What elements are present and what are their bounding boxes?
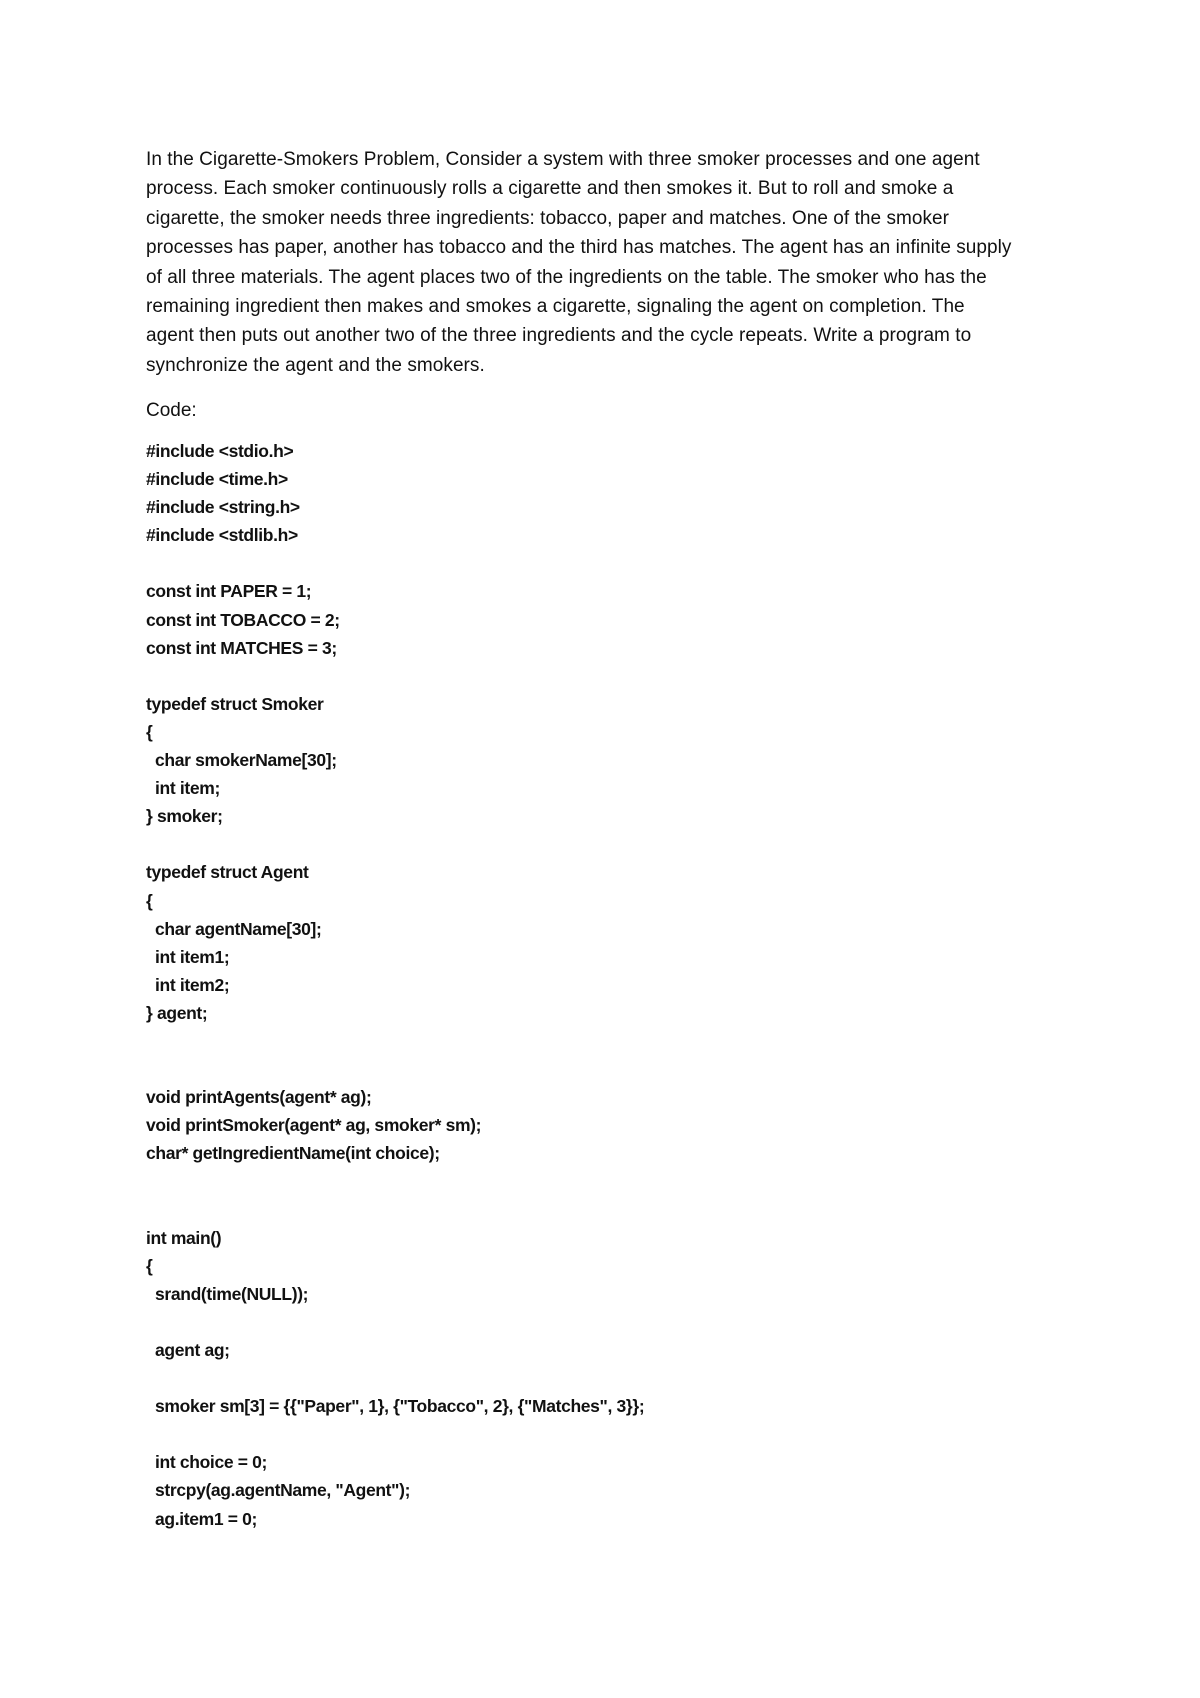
- code-line: agent ag;: [146, 1340, 230, 1360]
- code-line: [146, 662, 1066, 690]
- code-line: [146, 1167, 1066, 1195]
- code-line: [146, 1420, 1066, 1448]
- statement-line: synchronize the agent and the smokers.: [146, 354, 485, 376]
- code-line: int main(): [146, 1227, 222, 1248]
- code-line: char agentName[30];: [146, 918, 322, 939]
- code-line: char smokerName[30];: [146, 750, 337, 771]
- code-line: [146, 1196, 1066, 1224]
- code-line: #include <stdio.h>: [146, 441, 294, 461]
- code-line: [146, 549, 1066, 577]
- statement-line: processes has paper, another has tobacco and the third has matches. The agent has an infinite supply: [146, 237, 1012, 259]
- statement-line: process. Each smoker continuously rolls a cigarette and then smokes it. But to roll and smoke a: [146, 178, 954, 200]
- statement-line: remaining ingredient then makes and smokes a cigarette, signaling the agent on completion. The: [146, 296, 965, 318]
- code-line: } agent;: [146, 1002, 208, 1023]
- code-line: int item2;: [146, 974, 230, 995]
- code-line: void printAgents(agent* ag);: [146, 1087, 372, 1108]
- statement-line: In the Cigarette-Smokers Problem, Consider a system with three smoker processes and one agent: [146, 149, 980, 170]
- code-label: Code:: [146, 400, 197, 421]
- code-line: const int TOBACCO = 2;: [146, 609, 340, 630]
- code-line: #include <time.h>: [146, 469, 288, 490]
- code-line: #include <string.h>: [146, 497, 300, 518]
- code-line: ag.item1 = 0;: [146, 1508, 257, 1529]
- code-line: typedef struct Smoker: [146, 693, 324, 714]
- code-line: typedef struct Agent: [146, 862, 309, 883]
- code-line: [146, 1055, 1066, 1083]
- code-line: strcpy(ag.agentName, "Agent");: [146, 1480, 411, 1501]
- statement-line: agent then puts out another two of the three ingredients and the cycle repeats. Write a program to: [146, 325, 972, 347]
- code-line: } smoker;: [146, 806, 223, 827]
- code-block: [146, 437, 1066, 1533]
- code-line: const int PAPER = 1;: [146, 581, 312, 602]
- code-line: void printSmoker(agent* ag, smoker* sm);: [146, 1115, 482, 1136]
- code-line: [146, 1308, 1066, 1336]
- statement-line: of all three materials. The agent places two of the ingredients on the table. The smoker who has the: [146, 266, 987, 288]
- statement-line: cigarette, the smoker needs three ingredients: tobacco, paper and matches. One of the smoker: [146, 207, 950, 229]
- code-line: {: [146, 890, 153, 911]
- code-line: {: [146, 1255, 153, 1276]
- code-line: const int MATCHES = 3;: [146, 637, 337, 658]
- code-line: [146, 1027, 1066, 1055]
- code-line: [146, 830, 1066, 858]
- code-line: smoker sm[3] = {{"Paper", 1}, {"Tobacco", 2}, {"Matches", 3}};: [146, 1396, 645, 1417]
- code-line: srand(time(NULL));: [146, 1283, 309, 1304]
- document-content: [146, 145, 1066, 1529]
- code-line: [146, 1364, 1066, 1392]
- code-line: int item;: [146, 778, 220, 799]
- code-line: int choice = 0;: [146, 1452, 267, 1473]
- code-line: char* getIngredientName(int choice);: [146, 1143, 440, 1164]
- code-line: int item1;: [146, 946, 230, 967]
- problem-statement: [146, 145, 1066, 380]
- code-line: #include <stdlib.h>: [146, 525, 298, 546]
- code-line: {: [146, 721, 153, 742]
